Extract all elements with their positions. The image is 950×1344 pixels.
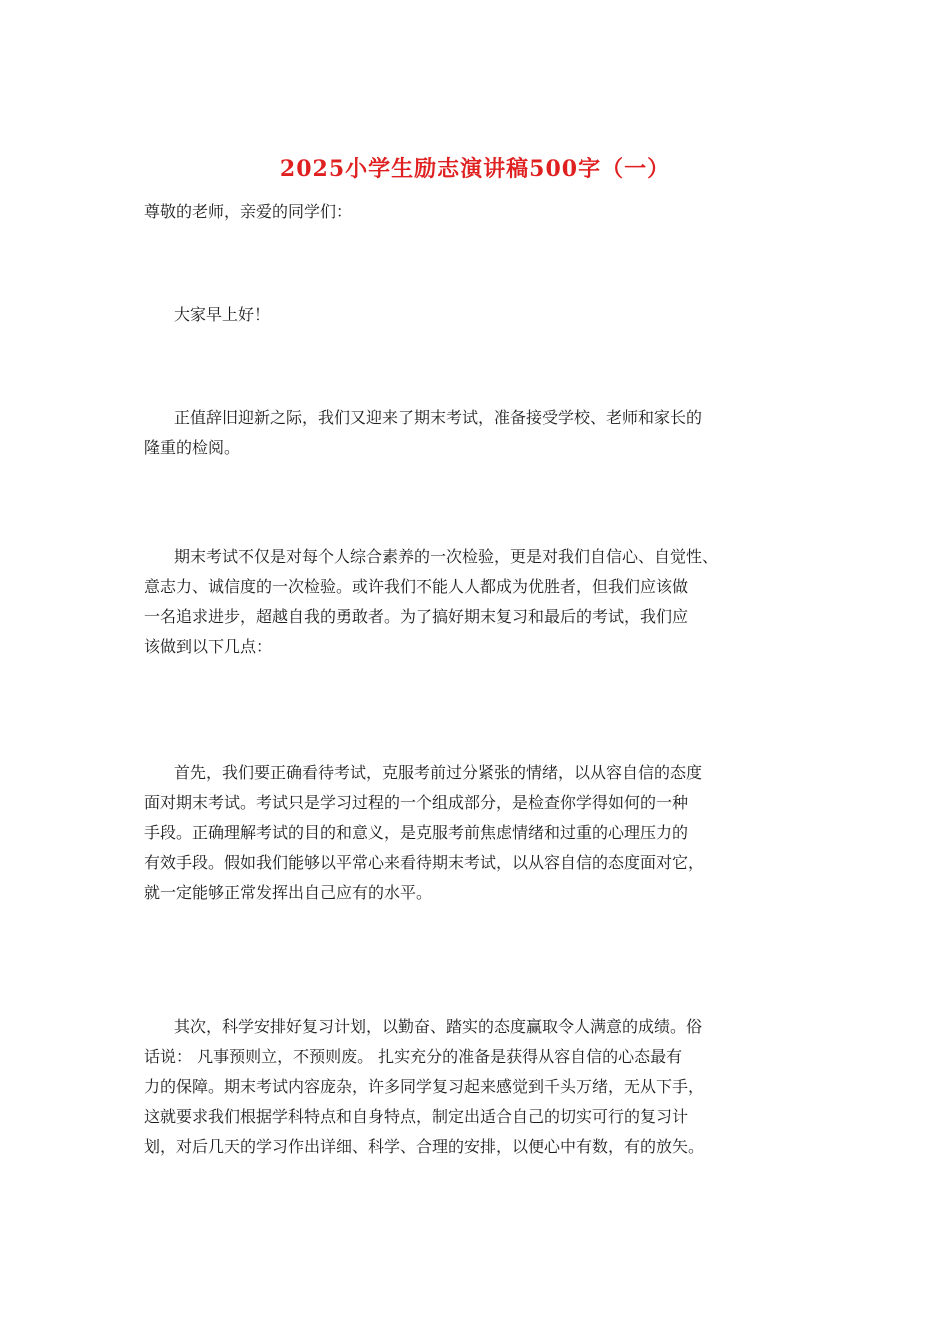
paragraph-greeting xyxy=(144,300,814,330)
document-title: 2025小学生励志演讲稿500字（一） xyxy=(279,156,671,182)
paragraph-second-point xyxy=(144,1012,814,1162)
salutation: 尊敬的老师，亲爱的同学们： xyxy=(144,202,353,221)
paragraph-intro xyxy=(144,403,814,463)
paragraph-first-point xyxy=(144,758,814,908)
paragraph-line: 面对期末考试。考试只是学习过程的一个组成部分，是检查你学得如何的一种 xyxy=(144,793,689,812)
paragraph-line: 该做到以下几点： xyxy=(144,637,273,656)
paragraph-line: 话说： 凡事预则立，不预则废。 扎实充分的准备是获得从容自信的心态最有 xyxy=(144,1047,683,1066)
paragraph-line: 划，对后几天的学习作出详细、科学、合理的安排，以便心中有数，有的放矢。 xyxy=(144,1137,705,1156)
paragraph-line: 就一定能够正常发挥出自己应有的水平。 xyxy=(144,883,433,902)
paragraph-line: 意志力、诚信度的一次检验。或许我们不能人人都成为优胜者，但我们应该做 xyxy=(144,577,689,596)
paragraph-line: 力的保障。期末考试内容庞杂，许多同学复习起来感觉到千头万绪，无从下手， xyxy=(144,1077,705,1096)
paragraph-line: 大家早上好！ xyxy=(174,305,271,324)
paragraph-line: 这就要求我们根据学科特点和自身特点，制定出适合自己的切实可行的复习计 xyxy=(144,1107,689,1126)
paragraph-line: 手段。正确理解考试的目的和意义，是克服考前焦虑情绪和过重的心理压力的 xyxy=(144,823,689,842)
paragraph-line: 有效手段。假如我们能够以平常心来看待期末考试，以从容自信的态度面对它， xyxy=(144,853,705,872)
paragraph-line: 期末考试不仅是对每个人综合素养的一次检验，更是对我们自信心、自觉性、 xyxy=(174,547,719,566)
paragraph-line: 一名追求进步，超越自我的勇敢者。为了搞好期末复习和最后的考试，我们应 xyxy=(144,607,689,626)
paragraph-line: 首先，我们要正确看待考试，克服考前过分紧张的情绪，以从容自信的态度 xyxy=(174,763,703,782)
paragraph-line: 隆重的检阅。 xyxy=(144,438,241,457)
paragraph-line: 其次，科学安排好复习计划，以勤奋、踏实的态度赢取令人满意的成绩。俗 xyxy=(174,1017,703,1036)
paragraph-exam-meaning xyxy=(144,542,814,662)
paragraph-line: 正值辞旧迎新之际，我们又迎来了期末考试，准备接受学校、老师和家长的 xyxy=(174,408,703,427)
